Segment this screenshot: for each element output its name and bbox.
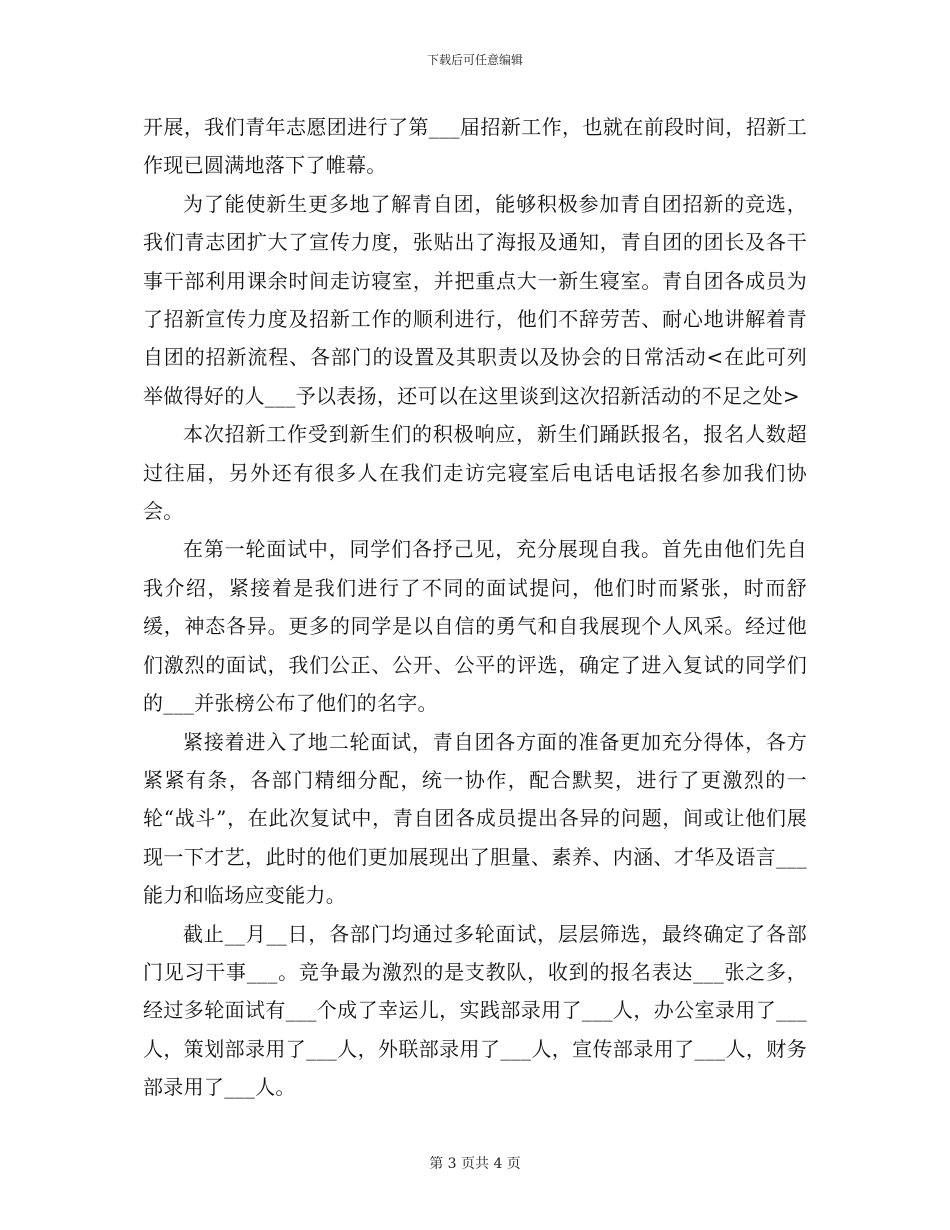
document-body (143, 108, 807, 1107)
paragraph-publicity: 为了能使新生更多地了解青自团，能够积极参加青自团招新的竞选，我们青志团扩大了宣传力度，张贴出了海报及通知，青自团的团长及各干事干部利用课余时间走访寝室，并把重点大一新生寝室。青自团各成员为了招新宣传力度及招新工作的顺利进行，他们不辞劳苦、耐心地讲解着青自团的招新流程、各部门的设置及其职责以及协会的日常活动<在此可列举做得好的人___予以表扬，还可以在这里谈到这次招新活动的不足之处> (143, 191, 807, 408)
page-footer: 第 3 页共 4 页 (429, 1156, 521, 1172)
paragraph-second-interview: 紧接着进入了地二轮面试，青自团各方面的准备更加充分得体，各方紧紧有条，各部门精细分配，统一协作，配合默契，进行了更激烈的一轮“战斗”，在此次复试中，青自团各成员提出各异的问题，间或让他们展现一下才艺，此时的他们更加展现出了胆量、素养、内涵、才华及语言___能力和临场应变能力。 (143, 729, 807, 908)
page-header: 下载后可任意编辑 (426, 53, 523, 67)
paragraph-results: 截止__月__日，各部门均通过多轮面试，层层筛选，最终确定了各部门见习干事___。竞争最为激烈的是支教队，收到的报名表达___张之多，经过多轮面试有___个成了幸运儿，实践部录用了___人，办公室录用了___人，策划部录用了___人，外联部录用了___人，宣传部录用了___人，财务部录用了___人。 (143, 921, 807, 1100)
paragraph-first-interview: 在第一轮面试中，同学们各抒己见，充分展现自我。首先由他们先自我介绍，紧接着是我们进行了不同的面试提问，他们时而紧张，时而舒缓，神态各异。更多的同学是以自信的勇气和自我展现个人风采。经过他们激烈的面试，我们公正、公开、公平的评选，确定了进入复试的同学们的___并张榜公布了他们的名字。 (143, 537, 807, 716)
paragraph-response: 本次招新工作受到新生们的积极响应，新生们踊跃报名，报名人数超过往届，另外还有很多人在我们走访完寝室后电话电话报名参加我们协会。 (143, 422, 807, 524)
paragraph-continuation: 开展，我们青年志愿团进行了第___届招新工作，也就在前段时间，招新工作现已圆满地落下了帷幕。 (143, 115, 807, 178)
